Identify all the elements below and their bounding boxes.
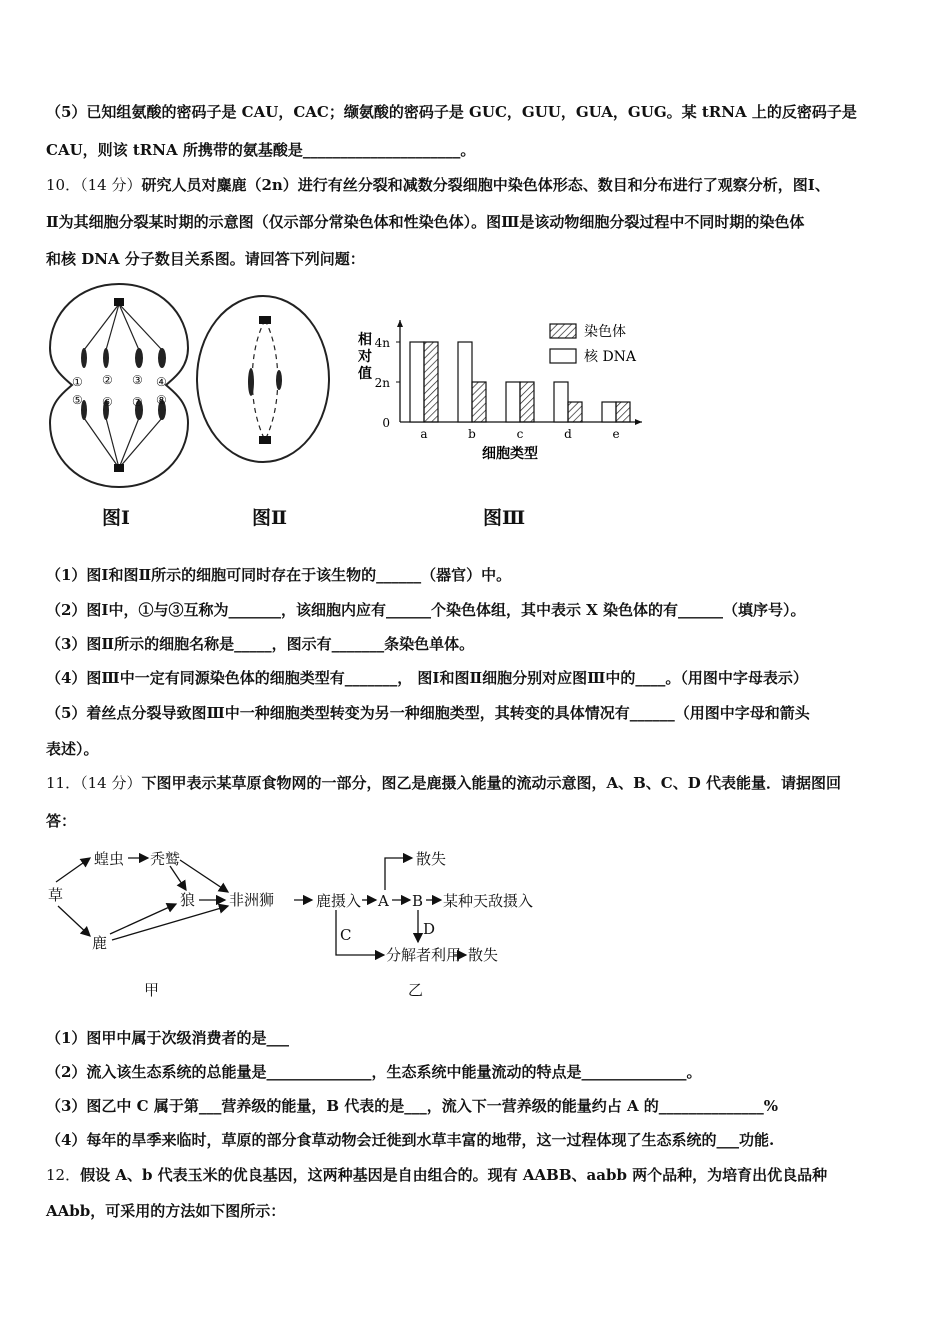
food-web-locust: 蝗虫 xyxy=(94,850,125,868)
figure-1-label: 图Ⅰ xyxy=(102,507,130,529)
q10-sub4: （4）图Ⅲ中一定有同源染色体的细胞类型有_______， 图Ⅰ和图Ⅱ细胞分别对应图Ⅲ中的____。（用图中字母表示） xyxy=(46,669,808,687)
food-web-deer: 鹿 xyxy=(92,934,108,952)
flow-lost-bottom: 散失 xyxy=(468,946,499,964)
q10-sub5-line2: 表述）。 xyxy=(46,740,99,758)
bar-chromosome-b xyxy=(472,382,486,422)
chart-ylabel-char: 值 xyxy=(358,366,372,382)
legend-dna-label: 核 DNA xyxy=(584,349,637,365)
food-web-lion: 非洲狮 xyxy=(229,891,275,909)
food-web-grass: 草 xyxy=(48,886,64,904)
food-web-label: 甲 xyxy=(144,981,160,999)
chart-x-axis-arrow xyxy=(635,419,642,425)
chart-category-label: d xyxy=(564,427,572,441)
bar-chromosome-a xyxy=(424,342,438,422)
q11-intro-text: 下图甲表示某草原食物网的一部分，图乙是鹿摄入能量的流动示意图，A、B、C、D 代表能量．请据图回 xyxy=(141,774,841,792)
q10-intro-line3: 和核 DNA 分子数目关系图。请回答下列问题： xyxy=(46,250,365,268)
q11-sub4: （4）每年的旱季来临时，草原的部分食草动物会迁徙到水草丰富的地带，这一过程体现了生态系统的___功能. xyxy=(46,1131,775,1149)
food-web-wolf: 狼 xyxy=(180,891,196,909)
q10-number: 10．（14 分） xyxy=(46,176,142,194)
q10-sub2: （2）图Ⅰ中，①与③互称为_______，该细胞内应有______个染色体组，其中表示 X 染色体的有______（填序号）。 xyxy=(46,601,806,619)
food-web-vulture: 秃鹫 xyxy=(150,850,181,868)
figure-3-label: 图Ⅲ xyxy=(483,507,526,529)
bar-dna-b xyxy=(458,342,472,422)
chart-category-label: e xyxy=(612,427,620,441)
bar-dna-c xyxy=(506,382,520,422)
flow-enemy: 某种天敌摄入 xyxy=(443,892,534,910)
energy-flow-diagram xyxy=(290,838,555,1003)
fig1-number-7: ⑦ xyxy=(132,395,143,409)
bar-dna-e xyxy=(602,402,616,422)
q10-intro-line1 xyxy=(46,175,830,195)
q11-sub2: （2）流入该生态系统的总能量是______________，生态系统中能量流动的特点是______________。 xyxy=(46,1063,702,1081)
fig1-number-1: ① xyxy=(72,375,83,389)
q9-part5-line2: CAU，则该 tRNA 所携带的氨基酸是_____________________。 xyxy=(46,141,476,159)
q11-intro-line1 xyxy=(46,773,841,793)
chart-y-axis-arrow xyxy=(397,320,403,327)
q12-text: 假设 A、b 代表玉米的优良基因，这两种基因是自由组合的。现有 AABB、aabb 两个品种，为培育出优良品种 xyxy=(80,1166,828,1184)
q11-sub3: （3）图乙中 C 属于第___营养级的能量，B 代表的是___，流入下一营养级的能量约占 A 的______________% xyxy=(46,1097,779,1115)
chart-ylabel-char: 相 xyxy=(358,332,372,348)
q9-part5-line1: （5）已知组氨酸的密码子是 CAU，CAC；缬氨酸的密码子是 GUC，GUU，GUA，GUG。某 tRNA 上的反密码子是 xyxy=(46,103,857,121)
figure-3-bar-chart xyxy=(350,312,650,464)
food-web-diagram xyxy=(44,838,289,1003)
fig1-number-4: ④ xyxy=(156,375,167,389)
q11-intro-line2: 答： xyxy=(46,812,77,830)
figure-2-cell-diagram xyxy=(193,292,333,467)
q12-number: 12． xyxy=(46,1166,81,1184)
q11-sub1: （1）图甲中属于次级消费者的是___ xyxy=(46,1029,289,1047)
bar-chromosome-e xyxy=(616,402,630,422)
flow-lost-top: 散失 xyxy=(416,850,447,868)
flow-c: C xyxy=(340,926,352,944)
chart-xlabel: 细胞类型 xyxy=(482,446,538,462)
fig1-number-8: ⑧ xyxy=(156,393,167,407)
flow-b: B xyxy=(412,892,424,910)
figure-2-label: 图Ⅱ xyxy=(252,507,288,529)
fig1-number-3: ③ xyxy=(132,373,143,387)
q10-sub3: （3）图Ⅱ所示的细胞名称是_____，图示有_______条染色单体。 xyxy=(46,635,475,653)
fig1-number-6: ⑥ xyxy=(102,395,113,409)
flow-intake: 鹿摄入 xyxy=(316,892,362,910)
fig1-number-2: ② xyxy=(102,373,113,387)
flow-decomposer: 分解者利用 xyxy=(386,946,462,964)
flow-label: 乙 xyxy=(408,981,424,999)
chart-category-label: c xyxy=(516,427,524,441)
legend-chromosome-swatch xyxy=(550,324,576,338)
figure-1-cell-diagram xyxy=(44,278,194,493)
q12-line2: AAbb，可采用的方法如下图所示： xyxy=(46,1202,286,1220)
q10-intro-line2: Ⅱ为其细胞分裂某时期的示意图（仅示部分常染色体和性染色体）。图Ⅲ是该动物细胞分裂过程中不同时期的染色体 xyxy=(46,213,805,231)
chart-y-tick-label: 0 xyxy=(382,416,390,430)
chart-y-tick-label: 2n xyxy=(374,376,390,390)
chart-category-label: a xyxy=(420,427,428,441)
q10-intro-text: 研究人员对麋鹿（2n）进行有丝分裂和减数分裂细胞中染色体形态、数目和分布进行了观察分析，图Ⅰ、 xyxy=(141,176,830,194)
q10-sub5-line1: （5）着丝点分裂导致图Ⅲ中一种细胞类型转变为另一种细胞类型，其转变的具体情况有______（用图中字母和箭头 xyxy=(46,704,810,722)
flow-d: D xyxy=(423,920,436,938)
chart-ylabel-char: 对 xyxy=(358,349,372,365)
bar-dna-a xyxy=(410,342,424,422)
chart-y-tick-label: 4n xyxy=(374,336,390,350)
flow-a: A xyxy=(378,892,389,910)
legend-chromosome-label: 染色体 xyxy=(584,324,626,340)
fig1-number-5: ⑤ xyxy=(72,393,83,407)
bar-chromosome-d xyxy=(568,402,582,422)
chart-category-label: b xyxy=(468,427,476,441)
legend-dna-swatch xyxy=(550,349,576,363)
q11-number: 11．（14 分） xyxy=(46,774,142,792)
q12-line1 xyxy=(46,1165,827,1185)
bar-chromosome-c xyxy=(520,382,534,422)
bar-dna-d xyxy=(554,382,568,422)
q10-sub1: （1）图Ⅰ和图Ⅱ所示的细胞可同时存在于该生物的______（器官）中。 xyxy=(46,566,512,584)
